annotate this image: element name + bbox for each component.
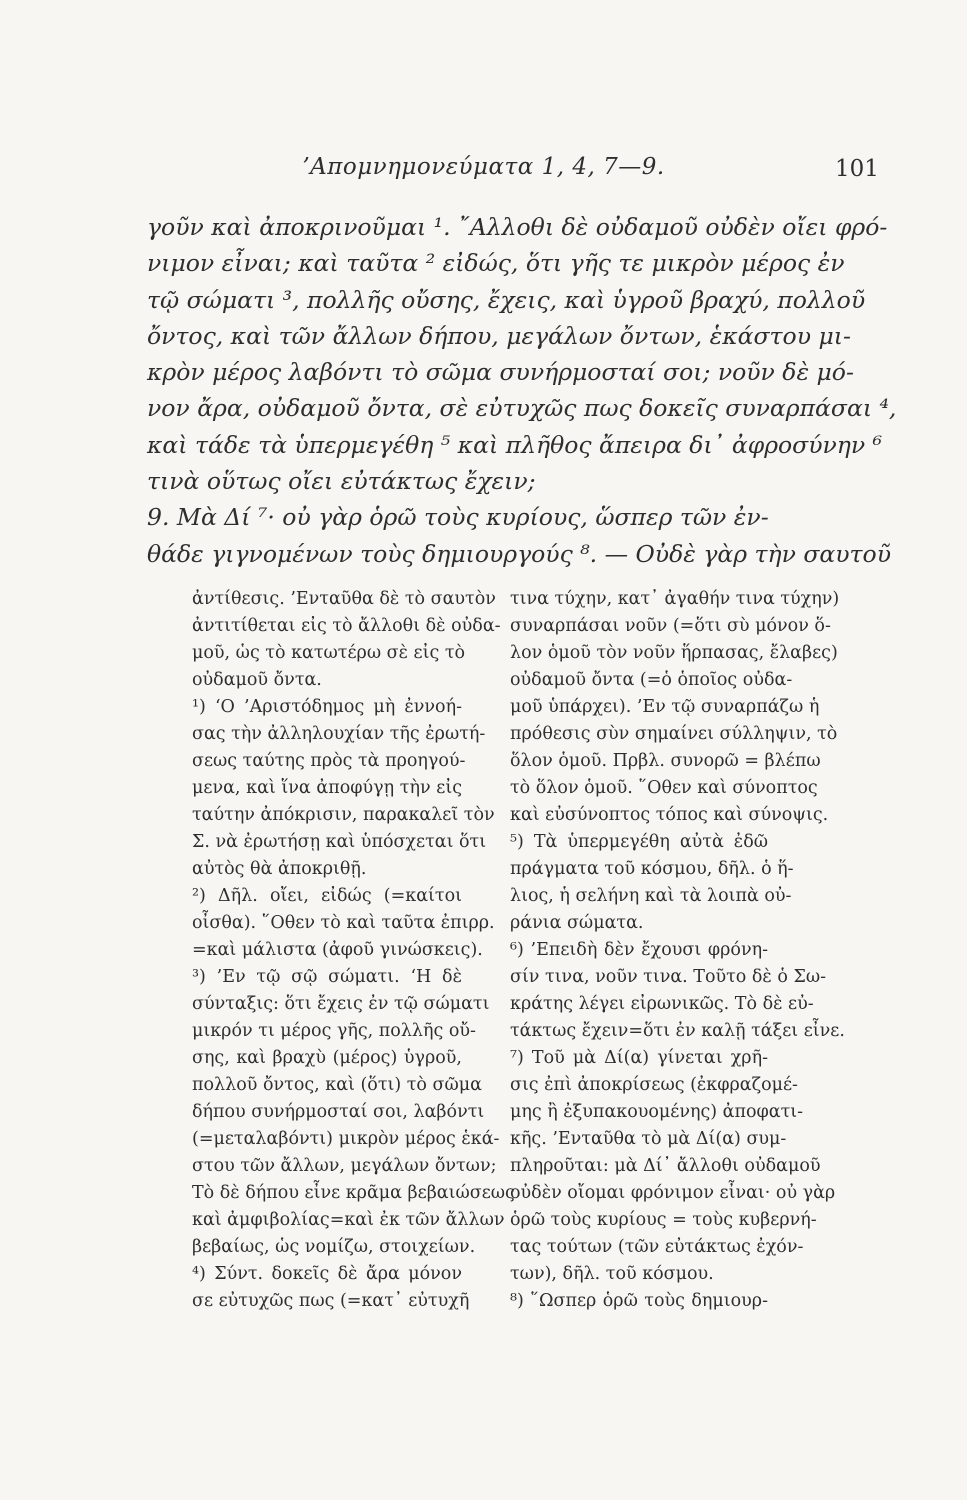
footnote-line: λον ὁμοῦ τὸν νοῦν ἥρπασας, ἔλαβες) — [510, 643, 838, 663]
footnote-line: δήπου συνήρμοσταί σοι, λαβόντι — [192, 1102, 485, 1122]
footnote-line: αὐτὸς θὰ ἀποκριθῇ. — [192, 859, 367, 879]
footnotes-right-column — [510, 586, 845, 1315]
footnote-line: ²) Δῆλ. οἴει, εἰδώς (=καίτοι — [192, 886, 462, 906]
footnote-line: τας τούτων (τῶν εὐτάκτως ἐχόν- — [510, 1237, 804, 1257]
footnote-line: Σ. νὰ ἐρωτήσῃ καὶ ὑπόσχεται ὅτι — [192, 832, 487, 852]
footnote-line: =καὶ μάλιστα (ἀφοῦ γινώσκεις). — [192, 940, 483, 960]
footnote-line: πράγματα τοῦ κόσμου, δῆλ. ὁ ἥ- — [510, 859, 794, 879]
footnote-line: πληροῦται: μὰ Δί᾿ ἄλλοθι οὐδαμοῦ — [510, 1156, 821, 1176]
footnote-line: (=μεταλαβόντι) μικρὸν μέρος ἑκά- — [192, 1129, 500, 1149]
footnote-line: ⁶) ’Επειδὴ δὲν ἔχουσι φρόνη- — [510, 940, 768, 960]
footnote-line: μικρόν τι μέρος γῆς, πολλῆς οὔ- — [192, 1021, 476, 1041]
footnote-line: καὶ ἀμφιβολίας=καὶ ἐκ τῶν ἄλλων — [192, 1210, 505, 1230]
footnote-line: μενα, καὶ ἵνα ἀποφύγῃ τὴν εἰς — [192, 778, 462, 798]
footnote-line: στου τῶν ἄλλων, μεγάλων ὄντων; — [192, 1156, 497, 1176]
footnote-line: σας τὴν ἀλληλουχίαν τῆς ἐρωτή- — [192, 724, 486, 744]
footnote-line: σις ἐπὶ ἀποκρίσεως (ἐκφραζομέ- — [510, 1075, 798, 1095]
page-number: 101 — [835, 156, 879, 182]
footnote-line: πρόθεσις σὺν σημαίνει σύλληψιν, τὸ — [510, 724, 838, 744]
main-text-line: τινὰ οὕτως οἴει εὐτάκτως ἔχειν; — [147, 467, 536, 496]
footnote-line: σε εὐτυχῶς πως (=κατ᾿ εὐτυχῆ — [192, 1291, 470, 1311]
footnote-line: σης, καὶ βραχὺ (μέρος) ὑγροῦ, — [192, 1048, 462, 1068]
footnote-line: μης ἢ ἐξυπακουομένης) ἀποφατι- — [510, 1102, 804, 1122]
main-text-line: τῷ σώματι ³, πολλῆς οὔσης, ἔχεις, καὶ ὑγροῦ βραχύ, πολλοῦ — [147, 285, 866, 314]
footnote-line: οἶσθα). ῞Οθεν τὸ καὶ ταῦτα ἐπιρρ. — [192, 913, 495, 933]
footnote-line: οὐδαμοῦ ὄντα (=ὁ ὁποῖος οὐδα- — [510, 670, 793, 690]
footnote-line: ⁷) Τοῦ μὰ Δί(α) γίνεται χρῆ- — [510, 1048, 768, 1068]
footnote-line: συναρπάσαι νοῦν (=ὅτι σὺ μόνον ὅ- — [510, 616, 831, 636]
footnote-line: ἀντίθεσις. ’Ενταῦθα δὲ τὸ σαυτὸν — [192, 589, 496, 609]
footnote-line: λιος, ἡ σελήνη καὶ τὰ λοιπὰ οὐ- — [510, 886, 792, 906]
footnote-line: ράνια σώματα. — [510, 913, 644, 933]
footnote-line: ὅλον ὁμοῦ. Πρβλ. συνορῶ = βλέπω — [510, 751, 821, 771]
footnote-line: ⁴) Σύντ. δοκεῖς δὲ ἄρα μόνον — [192, 1264, 462, 1284]
footnote-line: κράτης λέγει εἰρωνικῶς. Τὸ δὲ εὐ- — [510, 994, 814, 1014]
main-text-line: νον ἄρα, οὐδαμοῦ ὄντα, σὲ εὐτυχῶς πως δοκεῖς συναρπάσαι ⁴, — [147, 394, 897, 423]
footnote-line: κῆς. ’Ενταῦθα τὸ μὰ Δί(α) συμ- — [510, 1129, 787, 1149]
footnote-line: τινα τύχην, κατ᾿ ἀγαθήν τινα τύχην) — [510, 589, 840, 609]
footnote-line: Τὸ δὲ δήπου εἶνε κρᾶμα βεβαιώσεως — [192, 1183, 515, 1203]
main-text-line: γοῦν καὶ ἀποκρινοῦμαι ¹. ῎Αλλοθι δὲ οὐδαμοῦ οὐδὲν οἴει φρό- — [147, 213, 888, 241]
main-text-line: νιμον εἶναι; καὶ ταῦτα ² εἰδώς, ὅτι γῆς τε μικρὸν μέρος ἐν — [147, 249, 845, 278]
footnotes-left-column — [192, 586, 515, 1315]
footnote-line: τὸ ὅλον ὁμοῦ. ῞Οθεν καὶ σύνοπτος — [510, 778, 818, 798]
footnote-line: σύνταξις: ὅτι ἔχεις ἐν τῷ σώματι — [192, 994, 490, 1014]
footnote-line: οὐδαμοῦ ὄντα. — [192, 670, 322, 690]
footnote-line: μοῦ ὑπάρχει). ’Εν τῷ συναρπάζω ἡ — [510, 697, 820, 717]
footnote-line: ¹) ‘Ο ’Αριστόδημος μὴ ἐννοή- — [192, 697, 462, 717]
footnote-line: μοῦ, ὡς τὸ κατωτέρω σὲ εἰς τὸ — [192, 643, 466, 663]
running-header-title: ’Απομνημονεύματα 1, 4, 7—9. — [302, 154, 665, 180]
main-text-line: θάδε γιγνομένων τοὺς δημιουργούς ⁸. — Οὐδὲ γὰρ τὴν σαυτοῦ — [147, 539, 891, 568]
footnote-line: ὁρῶ τοὺς κυρίους = τοὺς κυβερνή- — [510, 1210, 817, 1230]
footnote-line: καὶ εὐσύνοπτος τόπος καὶ σύνοψις. — [510, 805, 829, 825]
footnote-line: των), δῆλ. τοῦ κόσμου. — [510, 1264, 714, 1284]
footnote-line: πολλοῦ ὄντος, καὶ (ὅτι) τὸ σῶμα — [192, 1075, 482, 1095]
main-text-block — [147, 209, 897, 572]
main-text-line: 9. Μὰ Δί ⁷· οὐ γὰρ ὁρῶ τοὺς κυρίους, ὥσπερ τῶν ἐν- — [147, 503, 769, 532]
footnote-line: ταύτην ἀπόκρισιν, παρακαλεῖ τὸν — [192, 805, 495, 825]
footnote-line: σίν τινα, νοῦν τινα. Τοῦτο δὲ ὁ Σω- — [510, 967, 827, 987]
footnote-line: ⁵) Τὰ ὑπερμεγέθη αὐτὰ ἐδῶ — [510, 832, 768, 852]
main-text-line: ὄντος, καὶ τῶν ἄλλων δήπου, μεγάλων ὄντων, ἑκάστου μι- — [147, 321, 851, 350]
main-text-line: καὶ τάδε τὰ ὑπερμεγέθη ⁵ καὶ πλῆθος ἄπειρα δι᾿ ἀφροσύνην ⁶ — [147, 430, 883, 459]
footnote-line: ἀντιτίθεται εἰς τὸ ἄλλοθι δὲ οὐδα- — [192, 616, 501, 636]
footnote-line: ⁸) ῞Ωσπερ ὁρῶ τοὺς δημιουρ- — [510, 1291, 768, 1311]
footnote-line: ³) ’Εν τῷ σῷ σώματι. ‘Η δὲ — [192, 967, 462, 987]
footnote-line: σεως ταύτης πρὸς τὰ προηγού- — [192, 751, 466, 771]
footnote-line: βεβαίως, ὡς νομίζω, στοιχείων. — [192, 1237, 476, 1257]
footnote-line: τάκτως ἔχειν=ὅτι ἐν καλῇ τάξει εἶνε. — [510, 1021, 845, 1041]
footnote-line: οὐδὲν οἴομαι φρόνιμον εἶναι· οὐ γὰρ — [510, 1183, 836, 1203]
main-text-line: κρὸν μέρος λαβόντι τὸ σῶμα συνήρμοσταί σοι; νοῦν δὲ μό- — [147, 358, 854, 387]
